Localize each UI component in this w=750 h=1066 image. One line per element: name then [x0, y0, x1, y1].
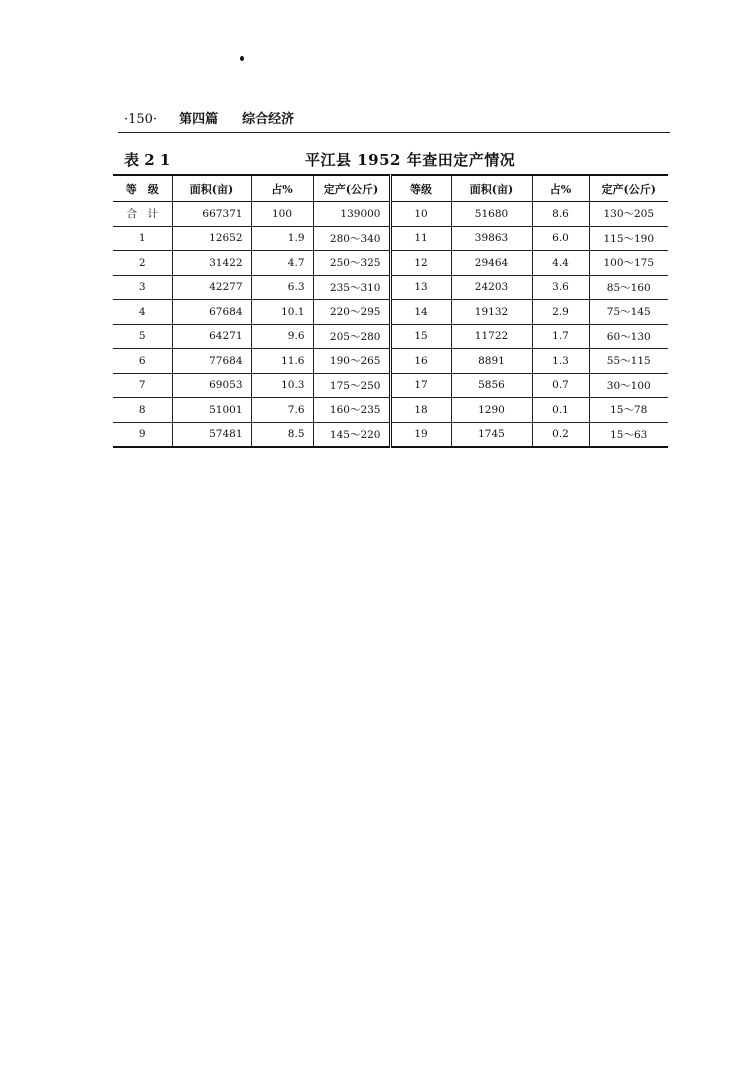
col-header-percent-2: 占%: [532, 175, 589, 202]
cell-percent-2: 3.6: [532, 275, 589, 300]
cell-grade: 8: [113, 398, 172, 423]
cell-yield-2: 85～160: [589, 275, 668, 300]
cell-percent-2: 0.1: [532, 398, 589, 423]
col-header-yield-2: 定产(公斤): [589, 175, 668, 202]
table-label: 表 2 1: [124, 151, 171, 169]
cell-percent: 10.3: [251, 373, 313, 398]
cell-area: 77684: [172, 349, 251, 374]
cell-yield: 160～235: [313, 398, 390, 423]
table-body: [113, 202, 668, 448]
cell-area-2: 11722: [451, 324, 532, 349]
cell-area-2: 8891: [451, 349, 532, 374]
cell-percent-2: 1.3: [532, 349, 589, 374]
cell-percent: 4.7: [251, 251, 313, 276]
cell-yield: 190～265: [313, 349, 390, 374]
cell-yield: 145～220: [313, 422, 390, 447]
cell-yield: 250～325: [313, 251, 390, 276]
cell-percent-2: 8.6: [532, 202, 589, 227]
scan-speck: [240, 56, 244, 61]
cell-yield: 175～250: [313, 373, 390, 398]
cell-grade: 4: [113, 300, 172, 325]
cell-percent-2: 6.0: [532, 226, 589, 251]
table-row: [113, 300, 668, 325]
cell-percent-2: 2.9: [532, 300, 589, 325]
cell-area-2: 29464: [451, 251, 532, 276]
section-title: 综合经济: [242, 112, 295, 127]
cell-yield-2: 30～100: [589, 373, 668, 398]
yield-table: [113, 174, 668, 448]
cell-area: 69053: [172, 373, 251, 398]
cell-grade: 9: [113, 422, 172, 447]
header-rule: [118, 132, 670, 133]
cell-yield: 235～310: [313, 275, 390, 300]
cell-yield-2: 15～78: [589, 398, 668, 423]
cell-area: 64271: [172, 324, 251, 349]
cell-grade: 3: [113, 275, 172, 300]
page-number: ·150·: [124, 112, 158, 127]
cell-percent: 11.6: [251, 349, 313, 374]
table-row: [113, 202, 668, 227]
table-row: [113, 398, 668, 423]
cell-percent-2: 4.4: [532, 251, 589, 276]
table-header-row: [113, 175, 668, 202]
col-header-grade-2: 等级: [390, 175, 451, 202]
page-header: [124, 108, 670, 127]
cell-percent: 10.1: [251, 300, 313, 325]
cell-area-2: 5856: [451, 373, 532, 398]
cell-percent: 6.3: [251, 275, 313, 300]
cell-grade-2: 14: [390, 300, 451, 325]
table-row: [113, 251, 668, 276]
cell-percent: 9.6: [251, 324, 313, 349]
cell-percent: 8.5: [251, 422, 313, 447]
cell-area-2: 19132: [451, 300, 532, 325]
cell-yield-2: 130～205: [589, 202, 668, 227]
cell-area-2: 51680: [451, 202, 532, 227]
cell-area: 667371: [172, 202, 251, 227]
table-row: [113, 275, 668, 300]
col-header-area-2: 面积(亩): [451, 175, 532, 202]
cell-area: 31422: [172, 251, 251, 276]
cell-area: 57481: [172, 422, 251, 447]
cell-yield: 205～280: [313, 324, 390, 349]
cell-percent-2: 1.7: [532, 324, 589, 349]
cell-area-2: 1290: [451, 398, 532, 423]
cell-area-2: 39863: [451, 226, 532, 251]
cell-grade: 6: [113, 349, 172, 374]
table-row: [113, 324, 668, 349]
cell-yield: 280～340: [313, 226, 390, 251]
cell-area: 67684: [172, 300, 251, 325]
cell-grade: 2: [113, 251, 172, 276]
cell-grade-2: 17: [390, 373, 451, 398]
cell-grade-2: 13: [390, 275, 451, 300]
cell-yield: 220～295: [313, 300, 390, 325]
cell-area: 42277: [172, 275, 251, 300]
col-header-grade: 等 级: [113, 175, 172, 202]
cell-percent: 1.9: [251, 226, 313, 251]
table-row: [113, 226, 668, 251]
cell-grade: 1: [113, 226, 172, 251]
table-row: [113, 422, 668, 447]
cell-grade: 合 计: [113, 202, 172, 227]
cell-grade-2: 12: [390, 251, 451, 276]
cell-area: 51001: [172, 398, 251, 423]
cell-grade: 5: [113, 324, 172, 349]
cell-percent: 100: [251, 202, 313, 227]
cell-grade: 7: [113, 373, 172, 398]
cell-grade-2: 19: [390, 422, 451, 447]
col-header-yield: 定产(公斤): [313, 175, 390, 202]
cell-grade-2: 16: [390, 349, 451, 374]
cell-grade-2: 18: [390, 398, 451, 423]
table-row: [113, 349, 668, 374]
cell-yield-2: 115～190: [589, 226, 668, 251]
cell-grade-2: 10: [390, 202, 451, 227]
table-title: 平江县 1952 年查田定产情况: [305, 151, 516, 169]
cell-percent: 7.6: [251, 398, 313, 423]
cell-yield-2: 60～130: [589, 324, 668, 349]
part-title: 第四篇: [179, 112, 219, 127]
cell-yield-2: 75～145: [589, 300, 668, 325]
table-row: [113, 373, 668, 398]
cell-percent-2: 0.7: [532, 373, 589, 398]
cell-yield-2: 100～175: [589, 251, 668, 276]
col-header-area: 面积(亩): [172, 175, 251, 202]
cell-yield-2: 15～63: [589, 422, 668, 447]
cell-area-2: 1745: [451, 422, 532, 447]
cell-yield: 139000: [313, 202, 390, 227]
cell-percent-2: 0.2: [532, 422, 589, 447]
cell-grade-2: 15: [390, 324, 451, 349]
cell-area-2: 24203: [451, 275, 532, 300]
cell-yield-2: 55～115: [589, 349, 668, 374]
cell-grade-2: 11: [390, 226, 451, 251]
cell-area: 12652: [172, 226, 251, 251]
col-header-percent: 占%: [251, 175, 313, 202]
